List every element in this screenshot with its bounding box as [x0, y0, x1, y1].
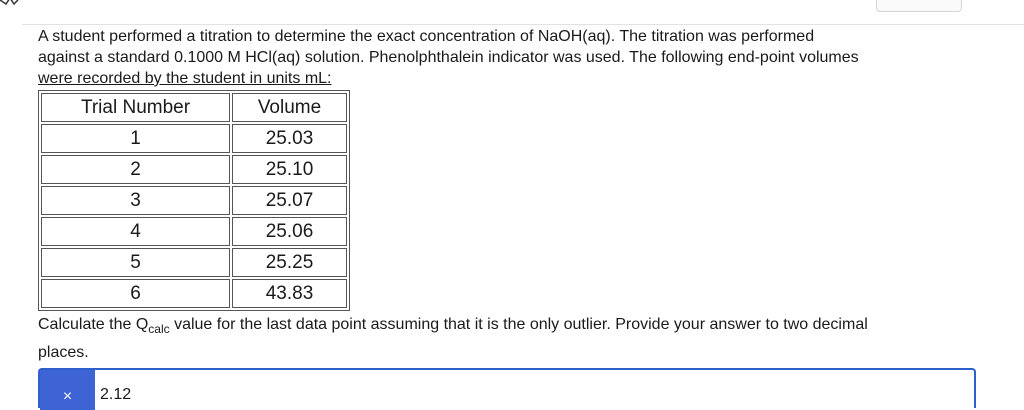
prompt-subscript: calc: [148, 322, 170, 336]
volume-cell: 25.07: [232, 186, 347, 215]
trial-cell: 6: [41, 279, 230, 308]
trial-cell: 1: [41, 124, 230, 153]
answer-field[interactable]: [38, 368, 976, 408]
prompt-pre: Calculate the Q: [38, 316, 149, 333]
volume-table: [38, 90, 350, 311]
table-row: [41, 155, 347, 184]
question-line-2: against a standard 0.1000 M HCl(aq) solution. Phenolphthalein indicator was used. The following end-point volumes: [38, 49, 859, 66]
answer-value[interactable]: 2.12: [100, 386, 132, 403]
table-row: [41, 248, 347, 277]
question-text: [38, 26, 998, 89]
volume-cell: 43.83: [232, 279, 347, 308]
volume-cell: 25.10: [232, 155, 347, 184]
top-action-button[interactable]: [876, 0, 962, 12]
close-icon: ×: [62, 388, 73, 405]
scribble-icon: [0, 0, 24, 12]
prompt-post: value for the last data point assuming that it is the only outlier. Provide your answer to two decimal: [169, 316, 868, 333]
header-trial-number: Trial Number: [41, 93, 230, 122]
volume-cell: 25.25: [232, 248, 347, 277]
question-line-3: were recorded by the student in units mL:: [38, 70, 332, 87]
question-line-1: A student performed a titration to determine the exact concentration of NaOH(aq). The titration was performed: [38, 28, 815, 45]
prompt-line-2: places.: [38, 344, 89, 361]
top-divider: [22, 24, 1024, 25]
table-row: [41, 186, 347, 215]
trial-cell: 4: [41, 217, 230, 246]
table-header-row: [41, 93, 347, 122]
prompt-line-1: [38, 313, 998, 341]
prompt-text: [38, 313, 998, 365]
trial-cell: 5: [41, 248, 230, 277]
volume-cell: 25.03: [232, 124, 347, 153]
trial-cell: 3: [41, 186, 230, 215]
volume-cell: 25.06: [232, 217, 347, 246]
trial-cell: 2: [41, 155, 230, 184]
table-row: [41, 124, 347, 153]
table-row: [41, 279, 347, 308]
incorrect-status-badge: [40, 370, 95, 410]
table-row: [41, 217, 347, 246]
header-volume: Volume: [232, 93, 347, 122]
